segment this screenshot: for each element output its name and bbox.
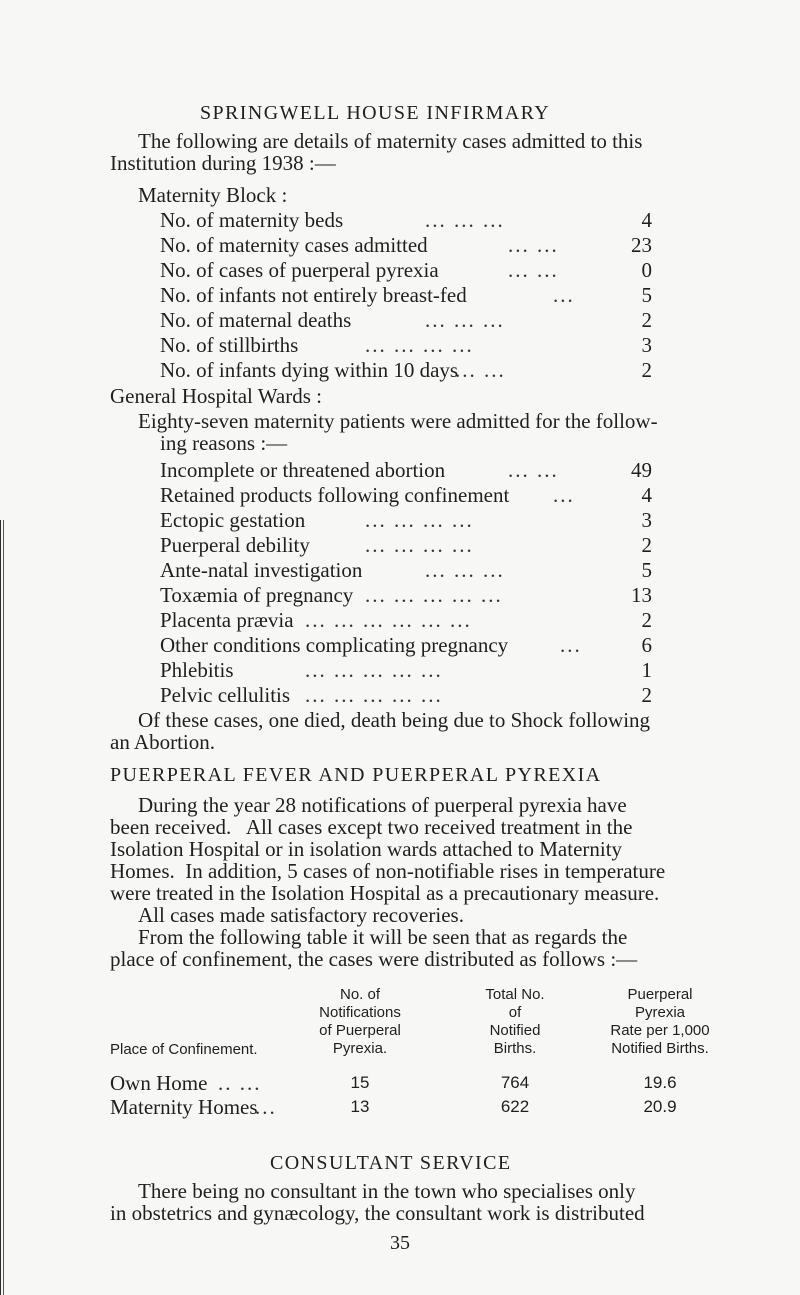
puerperal-para-line: During the year 28 notifications of puerperal pyrexia have xyxy=(138,793,627,817)
puerperal-para-line: Isolation Hospital or in isolation wards attached to Maternity xyxy=(110,837,623,861)
binding-edge xyxy=(0,520,6,1295)
puerperal-para-line: Homes. In addition, 5 cases of non-notifiable rises in temperature xyxy=(110,859,666,883)
puerperal-para-line: From the following table it will be seen that as regards the xyxy=(138,925,628,949)
page-title: SPRINGWELL HOUSE INFIRMARY xyxy=(200,102,551,124)
consultant-heading: CONSULTANT SERVICE xyxy=(270,1152,512,1174)
page-number: 35 xyxy=(390,1232,410,1254)
consultant-para-line: There being no consultant in the town who specialises only xyxy=(138,1179,636,1203)
general-wards-heading: General Hospital Wards : xyxy=(110,384,322,408)
puerperal-heading: PUERPERAL FEVER AND PUERPERAL PYREXIA xyxy=(110,764,602,786)
consultant-para-line: in obstetrics and gynæcology, the consultant work is distributed xyxy=(110,1201,645,1225)
maternity-block-heading: Maternity Block : xyxy=(138,183,288,207)
table-header-births: Total No. of Notified Births. xyxy=(485,986,545,1057)
intro-line-1: The following are details of maternity cases admitted to this xyxy=(138,129,643,153)
outcome-note-1: Of these cases, one died, death being due to Shock following xyxy=(138,708,651,732)
general-wards-intro-2: ing reasons :— xyxy=(160,431,288,455)
intro-line-2: Institution during 1938 :— xyxy=(110,151,336,175)
table-header-place: Place of Confinement. xyxy=(110,1041,258,1058)
puerperal-para-line: were treated in the Isolation Hospital as a precautionary measure. xyxy=(110,881,660,905)
general-wards-intro-1: Eighty-seven maternity patients were admitted for the follow- xyxy=(138,409,658,433)
puerperal-para-line: place of confinement, the cases were distributed as follows :— xyxy=(110,947,638,971)
outcome-note-2: an Abortion. xyxy=(110,730,215,754)
puerperal-para-line: All cases made satisfactory recoveries. xyxy=(138,903,464,927)
table-header-notifications: No. of Notifications of Puerperal Pyrexia. xyxy=(319,986,401,1057)
table-header-rate: Puerperal Pyrexia Rate per 1,000 Notified Births. xyxy=(610,986,710,1057)
puerperal-para-line: been received. All cases except two received treatment in the xyxy=(110,815,633,839)
document-page: SPRINGWELL HOUSE INFIRMARY The following are details of maternity cases admitted to this Institution during 1938 :— Maternity Block : No. of maternity beds ... ... ... 4 No. of maternity cases admitted ... ... 23 No. of cases of puerperal pyrexia ... ... 0 No. of infants not entirely breast-fed ... 5 No. of maternal deaths ... ... ... 2 No. of stillbirths ... ... ... ... 3 No. of infants dying within 10 days ... ... 2 General Hospital Wards : Eighty-seven maternity patients were admitted for the follow- ing reasons :— Incomplete or threatened abortion ... ... 49 Retained products following confinement ... 4 Ectopic gestation ... ... ... ... 3 Puerperal debility ... ... ... ... 2 Ante-natal investigation ... ... ... 5 Toxæmia of pregnancy ... ... ... ... ... 13 Placenta prævia ... ... ... ... ... ... 2 Other conditions complicating pregnancy ... 6 Phlebitis ... ... ... ... ... 1 Pelvic cellulitis ... ... ... ... ... 2 Of these cases, one died, death being due to Shock following an Abortion. PUERPERAL FEVER AND PUERPERAL PYREXIA During the year 28 notifications of puerperal pyrexia have been received. All cases except two received treatment in the Isolation Hospital or in isolation wards attached to Maternity Homes. In addition, 5 cases of non-notifiable rises in temperature were treated in the Isolation Hospital as a precautionary measure. All cases made satisfactory recoveries. From the following table it will be seen that as regards the place of confinement, the cases were distributed as follows :— Place of Confinement. No. of Notifications of Puerperal Pyrexia. Total No. of Notified Births. Puerperal Pyrexia Rate per 1,000 Notified Births. Own Home .. ... 15 764 19.6 Maternity Homes ... 13 622 20.9 CONSULTANT SERVICE There being no consultant in the town who specialises only in obstetrics and gynæcology, the consultant work is distributed 35 xyxy=(0,0,800,1295)
